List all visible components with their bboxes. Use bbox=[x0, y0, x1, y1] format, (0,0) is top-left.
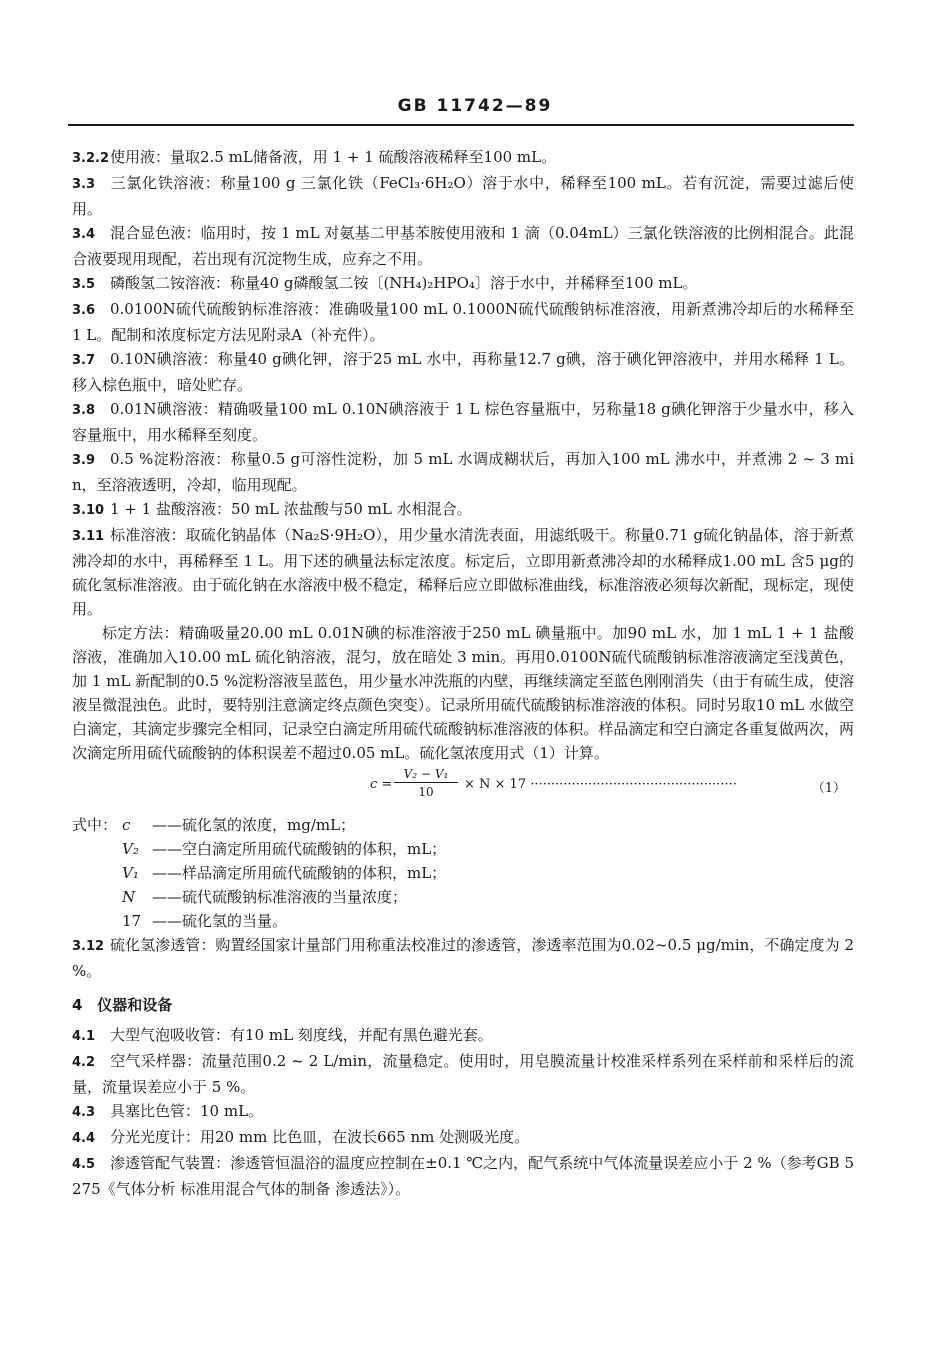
clause-paragraph bbox=[72, 271, 854, 297]
definition-text: ——空白滴定所用硫代硫酸钠的体积，mL； bbox=[152, 840, 447, 858]
section-4-paragraphs bbox=[72, 1023, 854, 1201]
clause-paragraph bbox=[72, 145, 854, 171]
definition-row bbox=[72, 837, 854, 861]
formula-denominator: 10 bbox=[418, 785, 434, 799]
clause-paragraph bbox=[72, 1125, 854, 1151]
definition-symbol: V₁ bbox=[122, 864, 139, 882]
clause-3-12 bbox=[72, 933, 854, 983]
clause-text: 硫化氢渗透管：购置经国家计量部门用称重法校准过的渗透管，渗透率范围为0.02~0.5 μg/min，不确定度为 2 %。 bbox=[72, 936, 854, 980]
section-4-heading bbox=[72, 993, 854, 1017]
clause-number: 4.4 bbox=[72, 1131, 96, 1146]
calibration-method-paragraph: 标定方法：精确吸量20.00 mL 0.01N碘的标准溶液于250 mL 碘量瓶中。加90 mL 水，加 1 mL 1 + 1 盐酸溶液，准确加入10.00 mL 硫化钠溶液，混匀，放在暗处 3 min。再用0.0100N硫代硫酸钠标准溶液滴定至浅黄色，加 1 mL 新配制的0.5 %淀粉溶液呈蓝色，用少量水冲洗瓶的内壁，再继续滴定至蓝色刚刚消失（由于有硫生成，使溶液呈微混浊色。此时，要特别注意滴定终点颜色突变）。记录所用硫代硫酸钠标准溶液的体积。同时另取10 mL 水做空白滴定，其滴定步骤完全相同，记录空白滴定所用硫代硫酸钠标准溶液的体积。样品滴定和空白滴定各重复做两次，两次滴定所用硫代硫酸钠的体积误差不超过0.05 mL。硫化氢浓度用式（1）计算。 bbox=[72, 624, 854, 762]
clause-number: 3.10 bbox=[72, 503, 105, 518]
definition-row bbox=[72, 861, 854, 885]
definition-text: ——硫代硫酸钠标准溶液的当量浓度； bbox=[152, 888, 408, 906]
definition-row bbox=[72, 909, 854, 933]
clause-text: 1 + 1 盐酸溶液：50 mL 浓盐酸与50 mL 水相混合。 bbox=[110, 500, 472, 518]
clause-paragraph bbox=[72, 1099, 854, 1125]
definition-text: ——样品滴定所用硫代硫酸钠的体积，mL； bbox=[152, 864, 447, 882]
clause-text: 0.0100N硫代硫酸钠标准溶液：准确吸量100 mL 0.1000N硫代硫酸钠标准溶液，用新煮沸冷却后的水稀释至 1 L。配制和浓度标定方法见附录A（补充件）。 bbox=[72, 300, 854, 344]
clause-text: 混合显色液：临用时，按 1 mL 对氨基二甲基苯胺使用液和 1 滴（0.04mL）三氯化铁溶液的比例相混合。此混合液要现用现配，若出现有沉淀物生成，应弃之不用。 bbox=[72, 224, 854, 268]
clause-text: 磷酸氢二铵溶液：称量40 g磷酸氢二铵〔(NH₄)₂HPO₄〕溶于水中，并稀释至100 mL。 bbox=[110, 274, 698, 292]
clause-text: 渗透管配气装置：渗透管恒温浴的温度应控制在±0.1 ℃之内，配气系统中气体流量误差应小于 2 %（参考GB 5275《气体分析 标准用混合气体的制备 渗透法》）。 bbox=[72, 1154, 854, 1198]
clause-number: 3.8 bbox=[72, 403, 96, 418]
clause-paragraph bbox=[72, 1151, 854, 1201]
standard-number-header: GB 11742—89 bbox=[397, 96, 553, 116]
clause-text: 使用液：量取2.5 mL储备液，用 1 + 1 硫酸溶液稀释至100 mL。 bbox=[110, 148, 557, 166]
clause-number: 3.2.2 bbox=[72, 151, 110, 166]
clause-paragraph bbox=[72, 221, 854, 271]
clause-number: 3.3 bbox=[72, 177, 96, 192]
clause-paragraph bbox=[72, 1023, 854, 1049]
formula-number: （1） bbox=[811, 781, 846, 796]
definition-row bbox=[72, 885, 854, 909]
clause-paragraph bbox=[72, 347, 854, 397]
clause-number: 3.7 bbox=[72, 353, 96, 368]
clause-text: 标准溶液：取硫化钠晶体（Na₂S·9H₂O），用少量水清洗表面，用滤纸吸干。称量0.71 g硫化钠晶体，溶于新煮沸冷却的水中，再稀释至 1 L。用下述的碘量法标定浓度。标定后，立即用新煮沸冷却的水稀释成1.00 mL 含5 μg的硫化氢标准溶液。由于硫化钠在水溶液中极不稳定，稀释后应立即做标准曲线，标准溶液必须每次新配，现标定，现使用。 bbox=[72, 526, 854, 618]
clause-text: 0.10N碘溶液：称量40 g碘化钾，溶于25 mL 水中，再称量12.7 g碘，溶于碘化钾溶液中，并用水稀释 1 L。移入棕色瓶中，暗处贮存。 bbox=[72, 350, 854, 394]
clause-number: 3.11 bbox=[72, 529, 105, 544]
clause-number: 3.4 bbox=[72, 227, 96, 242]
formula-numerator: V₂ − V₁ bbox=[394, 767, 458, 783]
definition-text: ——硫化氢的浓度，mg/mL； bbox=[152, 816, 356, 834]
clause-text: 分光光度计：用20 mm 比色皿，在波长665 nm 处测吸光度。 bbox=[110, 1128, 530, 1146]
clause-number: 4.1 bbox=[72, 1029, 96, 1044]
clause-number: 4.5 bbox=[72, 1157, 96, 1172]
clause-text: 空气采样器：流量范围0.2 ~ 2 L/min，流量稳定。使用时，用皂膜流量计校准采样系列在采样前和采样后的流量，流量误差应小于 5 %。 bbox=[72, 1052, 854, 1096]
clause-text: 大型气泡吸收管：有10 mL 刻度线，并配有黑色避光套。 bbox=[110, 1026, 493, 1044]
formula-lhs: c = bbox=[370, 777, 393, 792]
definition-text: ——硫化氢的当量。 bbox=[152, 912, 288, 930]
formula-rest: × N × 17 ·················································· bbox=[464, 777, 737, 792]
definition-symbol: c bbox=[122, 816, 131, 834]
definition-symbol: 17 bbox=[122, 912, 142, 930]
clause-number: 4.3 bbox=[72, 1105, 96, 1120]
clause-paragraph bbox=[72, 497, 854, 523]
definition-symbol: V₂ bbox=[122, 840, 139, 858]
clause-number: 3.12 bbox=[72, 939, 105, 954]
clause-text: 三氯化铁溶液：称量100 g 三氯化铁（FeCl₃·6H₂O）溶于水中，稀释至100 mL。若有沉淀，需要过滤后使用。 bbox=[72, 174, 854, 218]
clause-text: 0.5 %淀粉溶液：称量0.5 g可溶性淀粉，加 5 mL 水调成糊状后，再加入100 mL 沸水中，并煮沸 2 ~ 3 min，至溶液透明，冷却，临用现配。 bbox=[72, 450, 854, 494]
header-rule bbox=[68, 124, 854, 126]
section-number: 4 bbox=[72, 996, 83, 1014]
clause-text: 具塞比色管：10 mL。 bbox=[110, 1102, 264, 1120]
document-body bbox=[72, 145, 854, 1201]
clause-number: 4.2 bbox=[72, 1055, 96, 1070]
clause-paragraph bbox=[72, 397, 854, 447]
formula-fraction bbox=[394, 767, 458, 799]
section-3-paragraphs bbox=[72, 145, 854, 621]
variable-definitions bbox=[72, 813, 854, 933]
clause-number: 3.5 bbox=[72, 277, 96, 292]
clause-paragraph bbox=[72, 447, 854, 497]
formula-1 bbox=[72, 767, 854, 809]
where-lead: 式中： bbox=[72, 816, 118, 834]
clause-number: 3.9 bbox=[72, 453, 96, 468]
section-title: 仪器和设备 bbox=[97, 996, 173, 1014]
clause-paragraph bbox=[72, 297, 854, 347]
clause-paragraph bbox=[72, 523, 854, 621]
clause-paragraph bbox=[72, 1049, 854, 1099]
definition-symbol: N bbox=[122, 888, 136, 906]
clause-number: 3.6 bbox=[72, 303, 96, 318]
clause-paragraph bbox=[72, 171, 854, 221]
clause-text: 0.01N碘溶液：精确吸量100 mL 0.10N碘溶液于 1 L 棕色容量瓶中，另称量18 g碘化钾溶于少量水中，移入容量瓶中，用水稀释至刻度。 bbox=[72, 400, 854, 444]
definition-row bbox=[72, 813, 854, 837]
